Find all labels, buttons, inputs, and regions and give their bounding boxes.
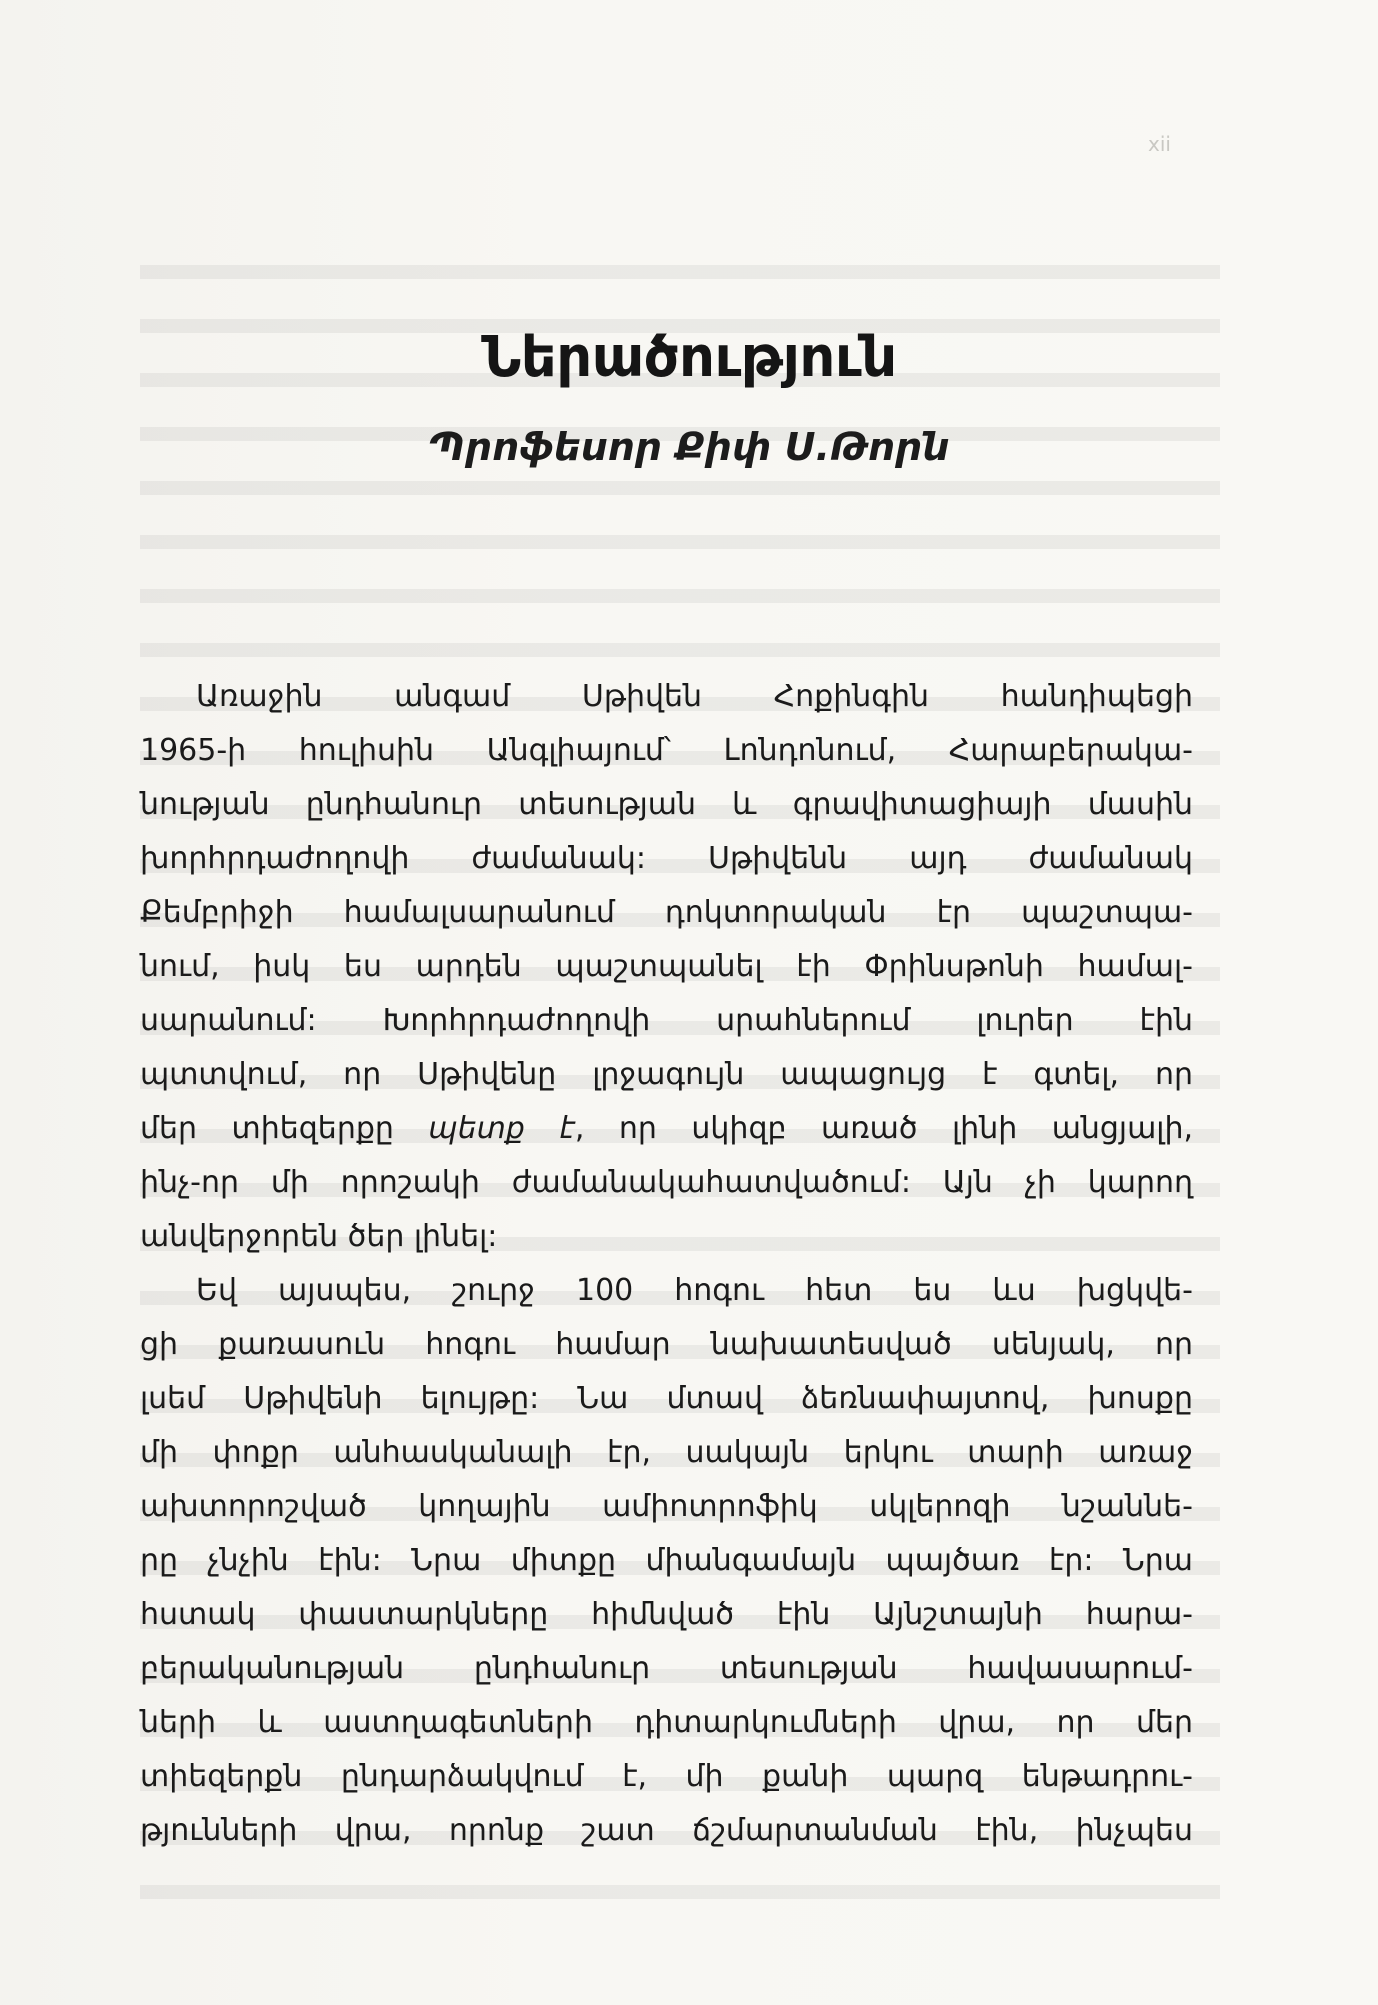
text-line: րը չնչին էին: Նրա միտքը միանգամայն պայծառ էր: Նրա <box>140 1543 1193 1578</box>
body-text <box>140 670 1193 1858</box>
text-line: բերականության ընդհանուր տեսության հավասարում- <box>140 1651 1193 1686</box>
text-line: ախտորոշված կողային ամիոտրոֆիկ սկլերոզի նշաննե- <box>140 1489 1193 1524</box>
emphasis-text: պետք է <box>428 1111 575 1146</box>
chapter-title: Ներածություն <box>481 325 897 390</box>
text-segment: , որ սկիզբ առած լինի անցյալի, <box>574 1111 1193 1146</box>
text-line: հստակ փաստարկները հիմնված էին Այնշտայնի հարա- <box>140 1597 1193 1632</box>
text-line: Քեմբրիջի համալսարանում դոկտորական էր պաշտպա- <box>140 895 1193 930</box>
text-segment: մեր տիեզերքը <box>140 1111 429 1146</box>
text-line: լսեմ Սթիվենի ելույթը: Նա մտավ ձեռնափայտով, խոսքը <box>140 1381 1193 1416</box>
text-line: թյունների վրա, որոնք շատ ճշմարտանման էին, ինչպես <box>140 1813 1193 1848</box>
page-number: xii <box>1148 132 1171 156</box>
text-line: սարանում: Խորհրդաժողովի սրահներում լուրեր էին <box>140 1003 1193 1038</box>
text-line: 1965-ի հուլիսին Անգլիայում՝ Լոնդոնում, Հարաբերակա- <box>140 733 1193 768</box>
text-line: տիեզերքն ընդարձակվում է, մի քանի պարզ ենթադրու- <box>140 1759 1193 1794</box>
text-line: Առաջին անգամ Սթիվեն Հոքինգին հանդիպեցի <box>196 679 1193 714</box>
text-line: ների և աստղագետների դիտարկումների վրա, որ մեր <box>140 1705 1193 1740</box>
text-line: անվերջորեն ծեր լինել: <box>140 1219 498 1254</box>
text-line: ցի քառասուն հոգու համար նախատեսված սենյակ, որ <box>140 1327 1193 1362</box>
text-line: մի փոքր անհասկանալի էր, սակայն երկու տարի առաջ <box>140 1435 1193 1470</box>
text-line: Եվ այսպես, շուրջ 100 հոգու հետ ես ևս խցկվե- <box>196 1273 1193 1308</box>
text-line-with-emphasis <box>140 1102 1193 1156</box>
text-line: նության ընդհանուր տեսության և գրավիտացիայի մասին <box>140 787 1193 822</box>
text-line: պտտվում, որ Սթիվենը լրջագույն ապացույց է գտել, որ <box>140 1057 1193 1092</box>
text-line: նում, իսկ ես արդեն պաշտպանել էի Փրինսթոնի համալ- <box>140 949 1193 984</box>
text-line: ինչ-որ մի որոշակի ժամանակահատվածում: Այն չի կարող <box>140 1165 1193 1200</box>
text-line: խորհրդաժողովի ժամանակ: Սթիվենն այդ ժամանակ <box>140 841 1193 876</box>
chapter-author: Պրոֆեսոր Քիփ Ս.Թորն <box>428 425 950 469</box>
